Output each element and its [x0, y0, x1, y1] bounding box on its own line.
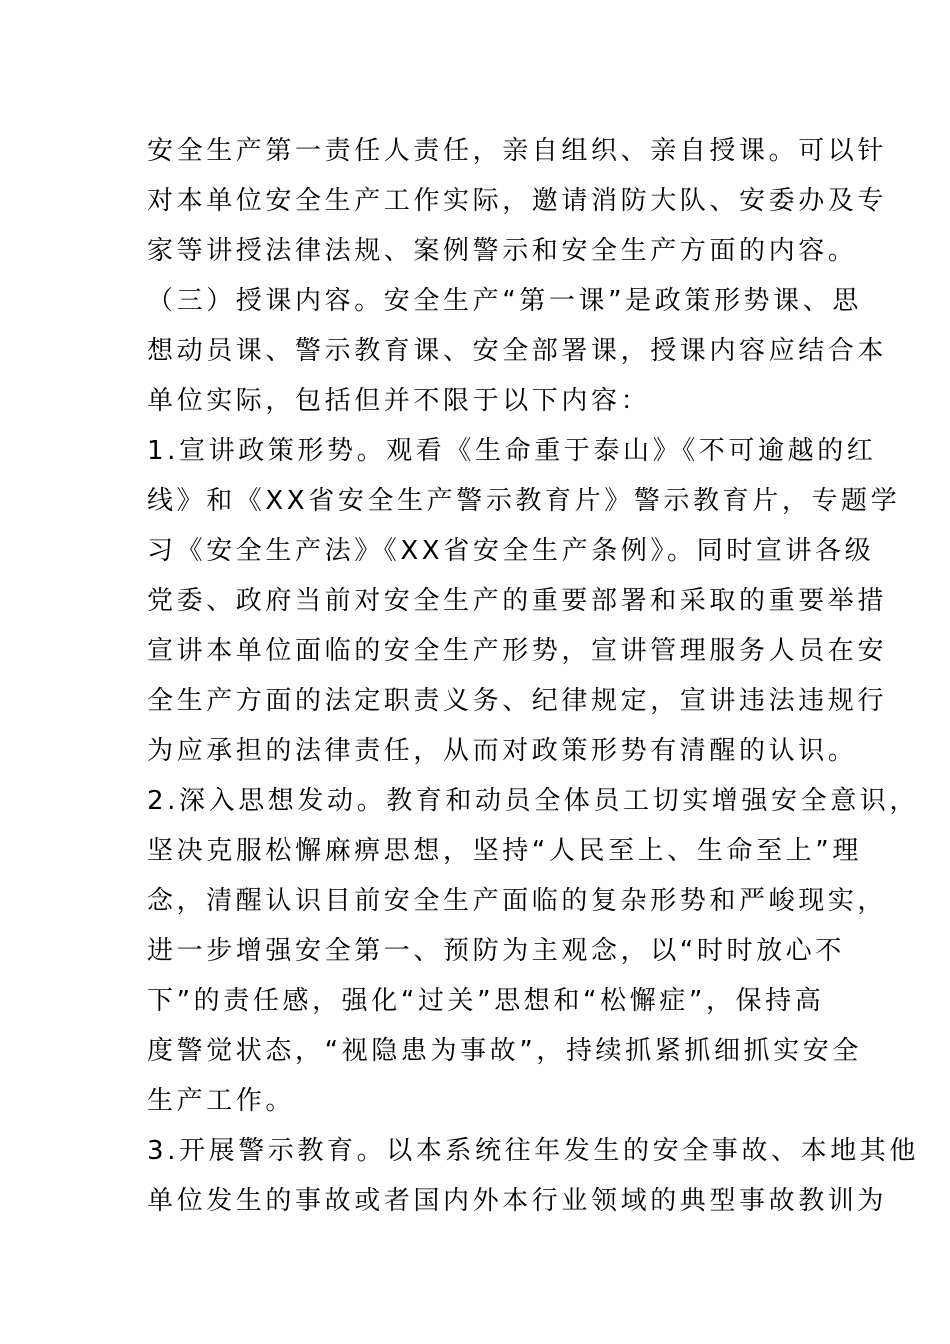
- text-line: 1.宣讲政策形势。观看《生命重于泰山》《不可逾越的红: [147, 436, 877, 466]
- text-line: 安全生产第一责任人责任，亲自组织、亲自授课。可以针: [147, 136, 888, 166]
- text-line: 习《安全生产法》《XX省安全生产条例》。同时宣讲各级: [147, 536, 875, 566]
- text-line: 线》和《XX省安全生产警示教育片》警示教育片，专题学: [147, 486, 901, 516]
- text-line: 生产工作。: [147, 1086, 296, 1116]
- text-line: 3.开展警示教育。以本系统往年发生的安全事故、本地其他: [147, 1136, 920, 1166]
- text-line: 度警觉状态，“视隐患为事故”，持续抓紧抓细抓实安全: [147, 1036, 862, 1066]
- text-line: （三）授课内容。安全生产“第一课”是政策形势课、思: [147, 286, 862, 316]
- text-line: 2.深入思想发动。教育和动员全体员工切实增强安全意识，: [147, 786, 920, 816]
- text-line: 想动员课、警示教育课、安全部署课，授课内容应结合本: [147, 336, 888, 366]
- text-line: 下”的责任感，强化“过关”思想和“松懈症”，保持高: [147, 986, 825, 1016]
- text-line: 对本单位安全生产工作实际，邀请消防大队、安委办及专: [147, 186, 888, 216]
- text-line: 单位发生的事故或者国内外本行业领域的典型事故教训为: [147, 1186, 888, 1216]
- text-line: 为应承担的法律责任，从而对政策形势有清醒的认识。: [147, 736, 858, 766]
- text-line: 单位实际，包括但并不限于以下内容：: [147, 386, 651, 416]
- text-line: 念，清醒认识目前安全生产面临的复杂形势和严峻现实，: [147, 886, 888, 916]
- text-line: 宣讲本单位面临的安全生产形势，宣讲管理服务人员在安: [147, 636, 888, 666]
- text-line: 进一步增强安全第一、预防为主观念，以“时时放心不: [147, 936, 845, 966]
- text-line: 全生产方面的法定职责义务、纪律规定，宣讲违法违规行: [147, 686, 888, 716]
- text-line: 坚决克服松懈麻痹思想，坚持“人民至上、生命至上”理: [147, 836, 862, 866]
- text-line: 党委、政府当前对安全生产的重要部署和采取的重要举措: [147, 586, 888, 616]
- text-line: 家等讲授法律法规、案例警示和安全生产方面的内容。: [147, 236, 858, 266]
